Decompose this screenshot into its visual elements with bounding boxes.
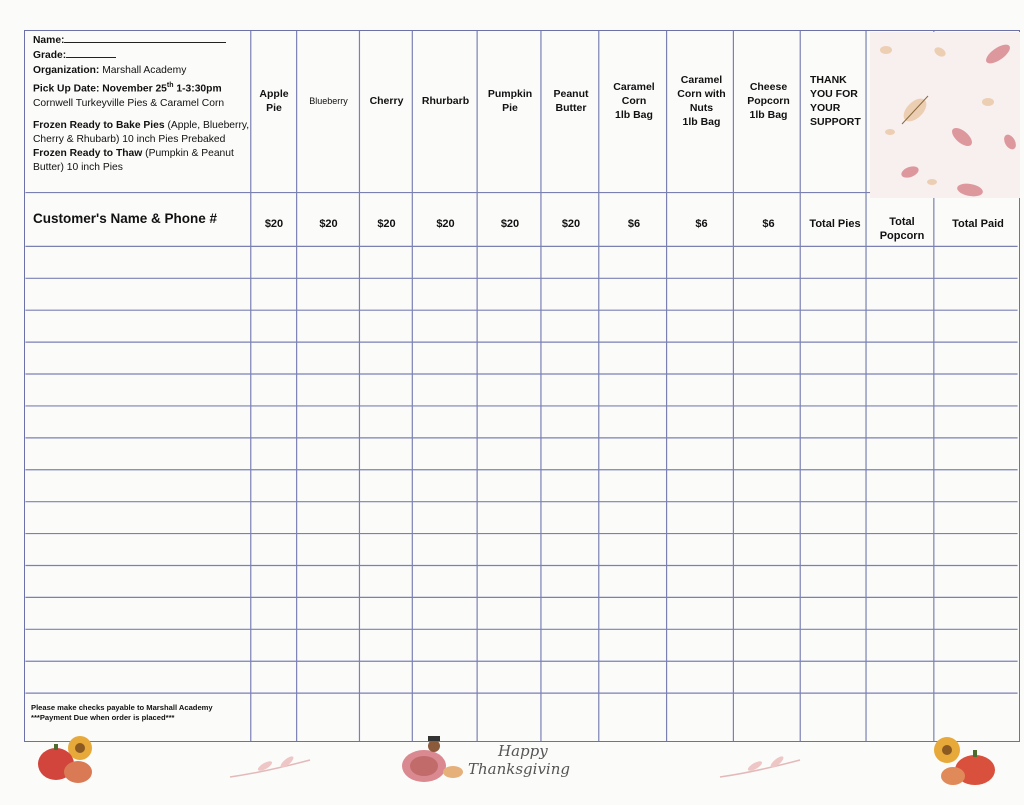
- column-header: Cheese Popcorn 1lb Bag: [747, 81, 790, 121]
- price-cell: $20: [436, 218, 455, 230]
- price-cell: $20: [264, 218, 284, 230]
- price-cell: $20: [561, 218, 581, 230]
- column-header: Caramel Corn with Nuts 1lb Bag: [677, 74, 726, 128]
- grade-field[interactable]: Grade:: [33, 48, 253, 63]
- autumn-leaves-decoration: [870, 32, 1020, 198]
- pickup-date: Pick Up Date: November 25th 1-3:30pm: [33, 82, 222, 95]
- name-field[interactable]: Name:: [33, 33, 253, 48]
- turkey-icon: [398, 736, 468, 786]
- organization-line: Organization: Marshall Academy: [33, 65, 187, 76]
- price-cell: $20: [319, 218, 338, 230]
- leaf-sprig-icon: [225, 752, 315, 782]
- leaf-sprig-icon-right: [715, 752, 805, 782]
- column-header: Rhurbarb: [421, 95, 470, 107]
- price-cell: $6: [695, 218, 708, 230]
- product-line: Cornwell Turkeyville Pies & Caramel Corn: [33, 98, 225, 110]
- column-header: THANK YOU FOR YOUR SUPPORT: [810, 74, 861, 128]
- price-cell: $20: [377, 218, 396, 230]
- price-cell: Total Popcorn: [879, 216, 925, 242]
- order-form-table: [24, 30, 1020, 742]
- price-cell: Total Pies: [809, 218, 861, 230]
- frozen-thaw-note: Frozen Ready to Thaw (Pumpkin & Peanut Butter) 10 inch Pies: [33, 148, 234, 174]
- column-header: Apple Pie: [259, 88, 289, 114]
- price-cell: $6: [627, 218, 641, 230]
- customer-name-header: Customer's Name & Phone #: [33, 211, 218, 226]
- price-cell: $20: [500, 218, 520, 230]
- price-cell: $6: [762, 218, 775, 230]
- price-cell: Total Paid: [952, 218, 1004, 230]
- pumpkin-sunflower-icon: [34, 732, 104, 784]
- column-header: Caramel Corn 1lb Bag: [613, 81, 655, 121]
- column-header: Cherry: [369, 95, 404, 107]
- frozen-bake-note: Frozen Ready to Bake Pies (Apple, Blueberry, Cherry & Rhubarb) 10 inch Pies Prebaked: [33, 120, 250, 146]
- pumpkin-sunflower-icon-right: [925, 732, 1000, 787]
- column-header: Peanut Butter: [553, 88, 589, 114]
- column-header: Blueberry: [309, 96, 348, 106]
- payment-note: Please make checks payable to Marshall Academy ***Payment Due when order is placed***: [31, 703, 213, 722]
- happy-thanksgiving-text: Happy Thanksgiving: [468, 742, 570, 778]
- form-info: [33, 33, 253, 175]
- column-header: Pumpkin Pie: [487, 88, 533, 114]
